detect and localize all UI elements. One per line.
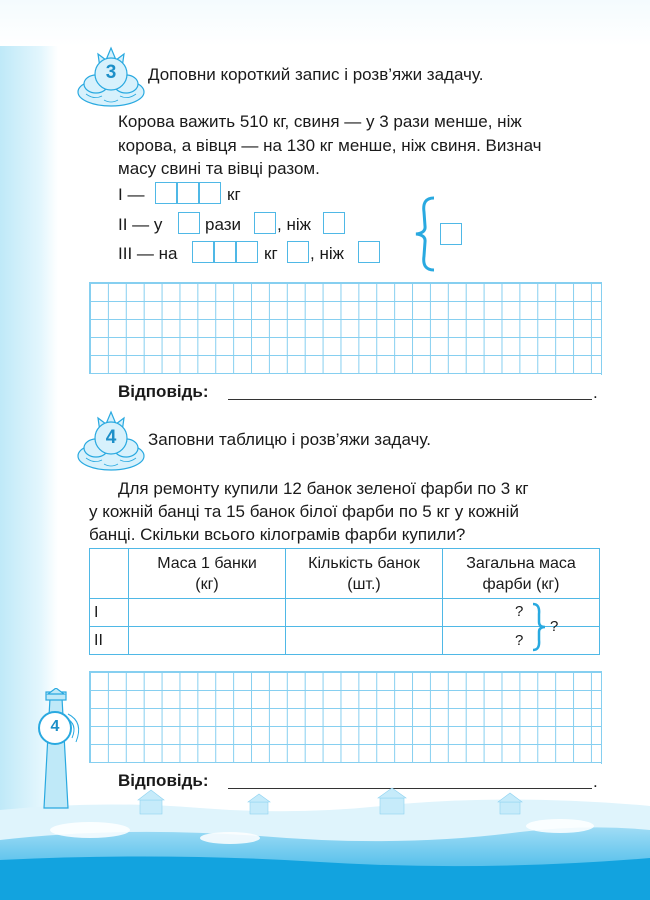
top-bar xyxy=(0,0,650,46)
task4-number: 4 xyxy=(105,427,117,448)
row3-unit: кг xyxy=(264,244,278,263)
task4-problem-line-2: у кожній банці та 15 банок білої фарби по 5 кг у кожній xyxy=(89,502,519,521)
row2-box-times[interactable] xyxy=(178,212,200,234)
question-mark-row1: ? xyxy=(515,603,524,620)
header-can-count-line1: Кількість банок xyxy=(308,554,420,572)
task3-answer-line[interactable] xyxy=(228,399,592,400)
task3-answer-label: Відповідь: xyxy=(118,382,209,401)
brace-icon xyxy=(412,196,440,272)
row3-box-1[interactable] xyxy=(192,241,214,263)
cell-count-2[interactable] xyxy=(286,627,443,655)
total-box[interactable] xyxy=(440,223,462,245)
task4-answer-end: . xyxy=(593,772,598,791)
task4-table xyxy=(89,548,600,655)
header-can-count xyxy=(286,549,443,599)
header-total-mass-line1: Загальна маса xyxy=(466,554,576,572)
row2-word-times: рази xyxy=(205,215,242,234)
task3-instruction: Доповни короткий запис і розв’яжи задачу. xyxy=(148,65,484,84)
row3-box-2[interactable] xyxy=(214,241,236,263)
question-mark-total: ? xyxy=(550,618,559,635)
task3-number: 3 xyxy=(105,62,117,83)
row1-prefix: I — xyxy=(118,185,145,204)
header-can-count-line2: (шт.) xyxy=(347,575,381,593)
table-corner-cell xyxy=(90,549,129,599)
row1-unit: кг xyxy=(227,185,241,204)
task4-problem-line-1: Для ремонту купили 12 банок зеленої фарби по 3 кг xyxy=(118,479,529,498)
header-total-mass xyxy=(443,549,600,599)
header-mass-per-can xyxy=(129,549,286,599)
task3-problem-line-2: корова, а вівця — на 130 кг менше, ніж свиня. Визнач xyxy=(118,136,542,155)
task4-problem-line-3: банці. Скільки всього кілограмів фарби купили? xyxy=(89,525,466,544)
task3-problem-line-1: Корова важить 510 кг, свиня — у 3 рази менше, ніж xyxy=(118,112,522,131)
row3-box-3[interactable] xyxy=(236,241,258,263)
row-label-1: I xyxy=(90,599,129,627)
row3-box-op[interactable] xyxy=(287,241,309,263)
task4-work-grid[interactable] xyxy=(89,671,601,763)
task4-answer-label: Відповідь: xyxy=(118,771,209,790)
row2-box-than[interactable] xyxy=(323,212,345,234)
task3-problem-line-3: масу свині та вівці разом. xyxy=(118,159,320,178)
task3-work-grid[interactable] xyxy=(89,282,601,374)
row2-box-op[interactable] xyxy=(254,212,276,234)
row2-prefix: II — у xyxy=(118,215,163,234)
page-number: 4 xyxy=(50,718,60,735)
header-total-mass-line2: фарби (кг) xyxy=(482,575,560,593)
question-mark-row2: ? xyxy=(515,632,524,649)
task3-answer-end: . xyxy=(593,383,598,402)
cell-mass-2[interactable] xyxy=(129,627,286,655)
header-mass-per-can-line2: (кг) xyxy=(195,575,219,593)
row3-prefix: III — на xyxy=(118,244,178,263)
row3-word-than: , ніж xyxy=(310,244,344,263)
row2-word-than: , ніж xyxy=(277,215,311,234)
cell-count-1[interactable] xyxy=(286,599,443,627)
header-mass-per-can-line1: Маса 1 банки xyxy=(157,554,257,572)
cell-mass-1[interactable] xyxy=(129,599,286,627)
bottom-landscape-illustration xyxy=(0,760,650,900)
row1-box-1[interactable] xyxy=(155,182,177,204)
lighthouse-decoration-icon xyxy=(24,688,88,818)
task4-instruction: Заповни таблицю і розв’яжи задачу. xyxy=(148,430,431,449)
table-brace-icon xyxy=(531,602,547,652)
row-label-2: II xyxy=(90,627,129,655)
row3-box-than[interactable] xyxy=(358,241,380,263)
row1-box-2[interactable] xyxy=(177,182,199,204)
row1-box-3[interactable] xyxy=(199,182,221,204)
